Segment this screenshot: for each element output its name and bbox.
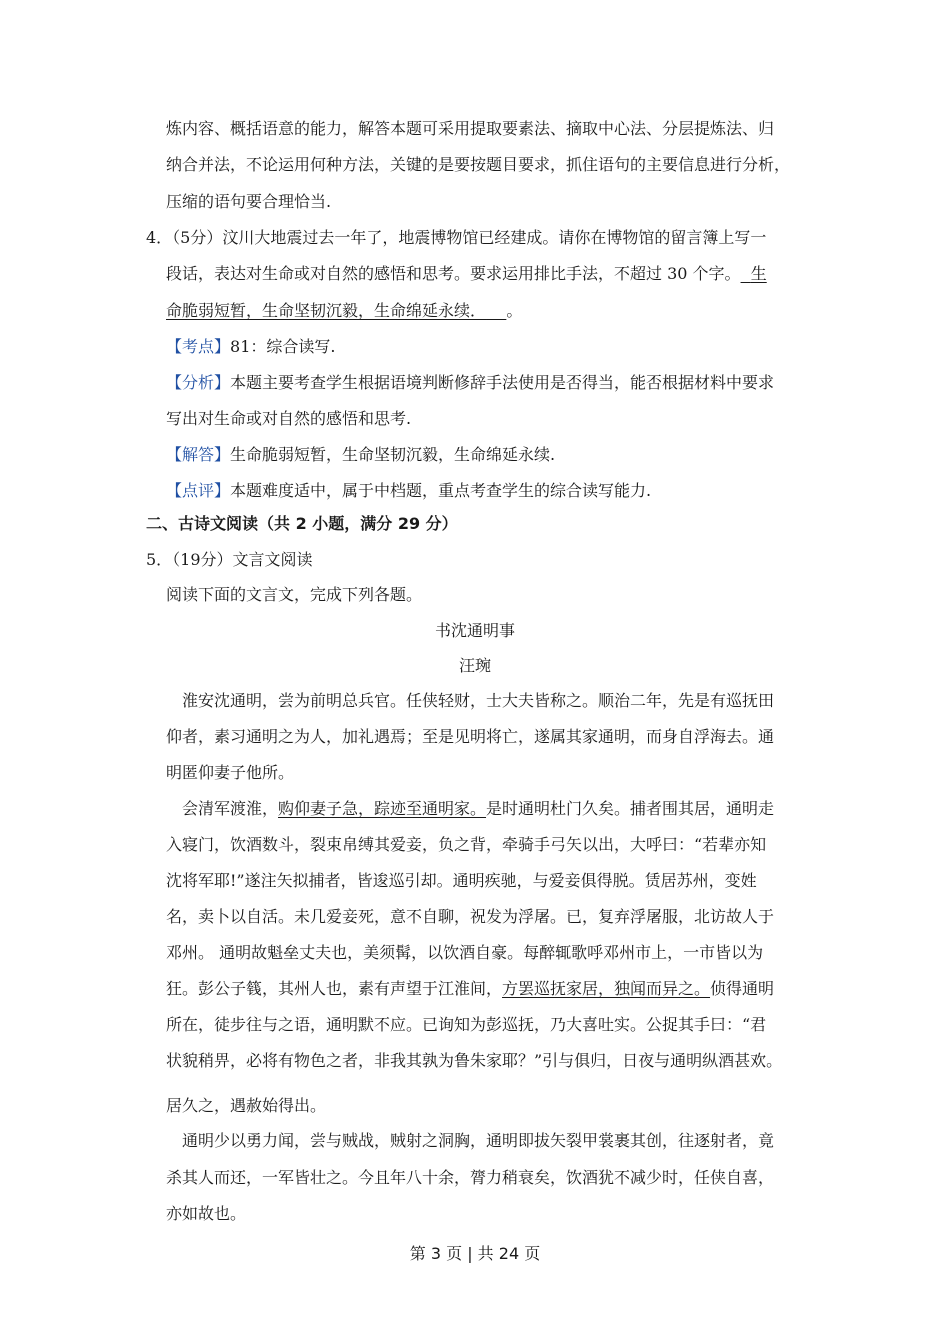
passage-p3-line-2: 杀其人而还，一军皆壮之。今且年八十余，膂力稍衰矣，饮酒犹不减少时，任侠自喜， bbox=[166, 1168, 775, 1187]
q4-answer-line bbox=[166, 300, 522, 322]
q4-dianping bbox=[166, 480, 651, 502]
q4-answer-blank-start: 生 bbox=[750, 264, 767, 283]
q4-stem-text-2: 段话，表达对生命或对自然的感悟和思考。要求运用排比手法，不超过 30 个字。 bbox=[166, 264, 741, 283]
q4-number: 4．（5分） bbox=[146, 228, 223, 247]
passage-p2-line-6: 狂。彭公子篯，其州人也，素有声望于江淮间，方罢巡抚家居，独闻而异之。侦得通明 bbox=[166, 979, 775, 998]
q4-fenxi-line-1 bbox=[166, 372, 774, 394]
kaodian-text: 81：综合读写. bbox=[230, 337, 336, 356]
passage-p2-line-7: 所在，徒步往与之语，通明默不应。已询知为彭巡抚，乃大喜吐实。公捉其手曰：“君 bbox=[166, 1015, 767, 1034]
q4-answer-blank: 命脆弱短暂，生命坚韧沉毅，生命绵延永续． bbox=[166, 301, 487, 320]
passage-p2-line-1: 会清军渡淮，购仰妻子急，踪迹至通明家。是时通明杜门久矣。捕者围其居，通明走 bbox=[182, 799, 775, 818]
fenxi-tag: 【分析】 bbox=[166, 373, 231, 392]
passage-p2-line-5: 邓州。 通明故魁垒丈夫也，美须髯，以饮酒自豪。每醉辄歌呼邓州市上，一市皆以为 bbox=[166, 943, 764, 962]
passage-p2-line-2: 入寝门，饮酒数斗，裂束帛缚其爱妾，负之背，牵骑手弓矢以出，大呼曰：“若辈亦知 bbox=[166, 835, 767, 854]
passage-p2-line-3: 沈将军耶!”遂注矢拟捕者，皆逡巡引却。通明疾驰，与爱妾俱得脱。赁居苏州，变姓 bbox=[166, 871, 757, 890]
passage-p2-line-9: 居久之，遇赦始得出。 bbox=[166, 1096, 327, 1115]
q5-intro: 阅读下面的文言文，完成下列各题。 bbox=[166, 585, 423, 604]
page-footer: 第 3 页 | 共 24 页 bbox=[409, 1244, 541, 1263]
passage-p2-line-4: 名，卖卜以自活。未几爱妾死，意不自聊，祝发为浮屠。已，复弃浮屠服，北访故人于 bbox=[166, 907, 775, 926]
q4-answer-end: 。 bbox=[506, 301, 523, 320]
q3-analysis-line-3: 压缩的语句要合理恰当. bbox=[166, 192, 332, 211]
underlined-sentence-2: 方罢巡抚家居，独闻而异之。 bbox=[502, 979, 711, 998]
dianping-tag: 【点评】 bbox=[166, 481, 231, 500]
q3-analysis-line-1: 炼内容、概括语意的能力，解答本题可采用提取要素法、摘取中心法、分层提炼法、归 bbox=[166, 119, 775, 138]
dianping-text: 本题难度适中，属于中档题，重点考查学生的综合读写能力. bbox=[230, 481, 652, 500]
passage-p1-line-2: 仰者，素习通明之为人，加礼遇焉；至是见明将亡，遂属其家通明，而身自浮海去。通 bbox=[166, 727, 775, 746]
underlined-sentence-1: 购仰妻子急，踪迹至通明家。 bbox=[278, 799, 487, 818]
passage-p1-line-1: 淮安沈通明，尝为前明总兵官。任侠轻财，士大夫皆称之。顺治二年，先是有巡抚田 bbox=[182, 691, 775, 710]
passage-p1-line-3: 明匿仰妻子他所。 bbox=[166, 763, 295, 782]
passage-author: 汪琬 bbox=[458, 656, 491, 675]
passage-p3-line-3: 亦如故也。 bbox=[166, 1204, 247, 1223]
q4-stem-line-2 bbox=[166, 263, 767, 285]
passage-title: 书沈通明事 bbox=[434, 621, 515, 640]
fenxi-text-1: 本题主要考查学生根据语境判断修辞手法使用是否得当，能否根据材料中要求 bbox=[230, 373, 775, 392]
kaodian-tag: 【考点】 bbox=[166, 337, 231, 356]
q4-stem-text-1: 汶川大地震过去一年了，地震博物馆已经建成。请你在博物馆的留言簿上写一 bbox=[222, 228, 767, 247]
q4-jieda bbox=[166, 444, 555, 466]
q4-stem-line-1 bbox=[146, 227, 766, 249]
section-2-title: 二、古诗文阅读（共 2 小题，满分 29 分） bbox=[146, 514, 458, 533]
jieda-text: 生命脆弱短暂，生命坚韧沉毅，生命绵延永续. bbox=[230, 445, 556, 464]
passage-p2-line-8: 状貌稍畀，必将有物色之者，非我其孰为鲁朱家耶？”引与俱归，日夜与通明纵酒甚欢。 bbox=[166, 1051, 783, 1070]
q5-number: 5．（19分）文言文阅读 bbox=[146, 550, 313, 569]
q4-kaodian bbox=[166, 336, 335, 358]
passage-p3-line-1: 通明少以勇力闻，尝与贼战，贼射之洞胸，通明即拔矢裂甲裳裹其创，往逐射者，竟 bbox=[182, 1131, 775, 1150]
jieda-tag: 【解答】 bbox=[166, 445, 231, 464]
q3-analysis-line-2: 纳合并法，不论运用何种方法，关键的是要按题目要求，抓住语句的主要信息进行分析， bbox=[166, 155, 791, 174]
q4-fenxi-line-2: 写出对生命或对自然的感悟和思考. bbox=[166, 409, 412, 428]
